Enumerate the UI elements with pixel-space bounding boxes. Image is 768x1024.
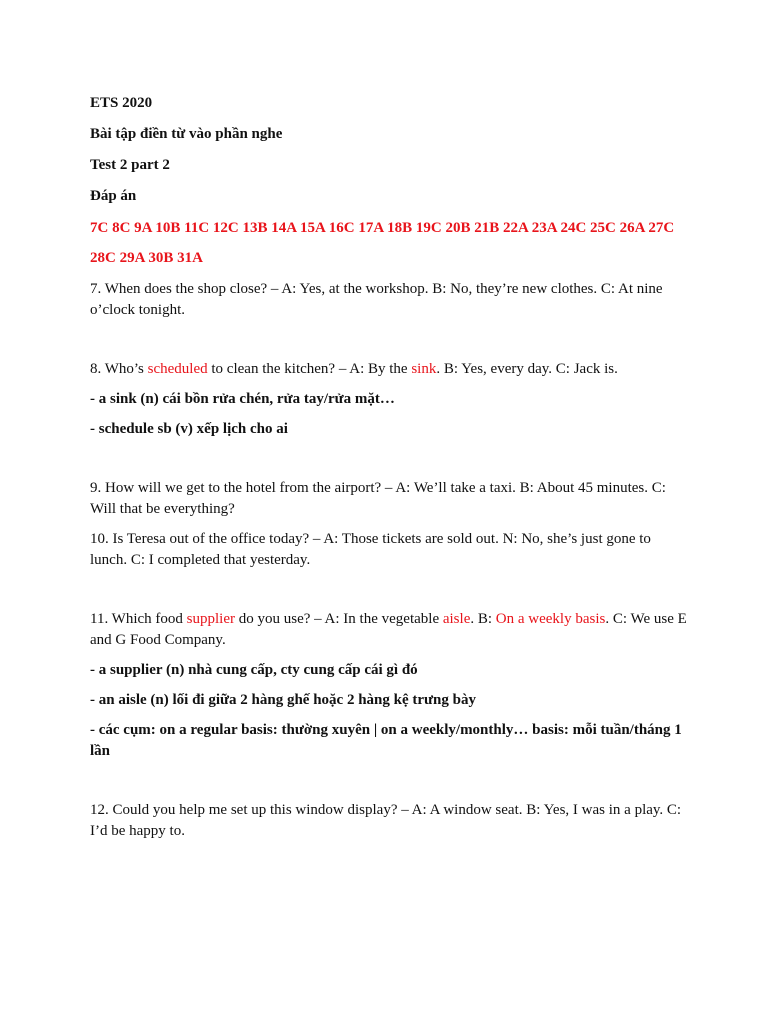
q8-text-1: 8. Who’s bbox=[90, 361, 148, 377]
doc-title: ETS 2020 bbox=[90, 95, 153, 111]
note-11-supplier: - a supplier (n) nhà cung cấp, cty cung cấp cái gì đó bbox=[90, 662, 418, 678]
q11-highlight-aisle: aisle bbox=[442, 611, 471, 627]
note-11-aisle: - an aisle (n) lối đi giữa 2 hàng ghế hoặc 2 hàng kệ trưng bày bbox=[90, 692, 476, 708]
question-10: 10. Is Teresa out of the office today? – A: Those tickets are sold out. N: No, she’s just gone to lunch. C: I completed that yesterday. bbox=[90, 531, 651, 568]
q8-text-3: . B: Yes, every day. C: Jack is. bbox=[436, 361, 618, 377]
question-8 bbox=[90, 359, 690, 380]
q11-text-4: . C: We use E and G Food Company. bbox=[90, 611, 687, 648]
q11-text-1: 11. Which food bbox=[90, 611, 187, 627]
q11-highlight-supplier: supplier bbox=[186, 611, 235, 627]
document-body bbox=[90, 93, 690, 842]
answers-label: Đáp án bbox=[90, 188, 137, 204]
q8-highlight-scheduled: scheduled bbox=[147, 361, 208, 377]
question-7: 7. When does the shop close? – A: Yes, at the workshop. B: No, they’re new clothes. C: At nine o’clock tonight. bbox=[90, 281, 663, 318]
question-11 bbox=[90, 609, 690, 651]
note-8-sink: - a sink (n) cái bồn rửa chén, rửa tay/rửa mặt… bbox=[90, 391, 395, 407]
q11-text-3: . B: bbox=[470, 611, 496, 627]
doc-subtitle: Bài tập điền từ vào phần nghe bbox=[90, 126, 283, 142]
q8-text-2: to clean the kitchen? – A: By the bbox=[207, 361, 412, 377]
question-9: 9. How will we get to the hotel from the airport? – A: We’ll take a taxi. B: About 45 minutes. C: Will that be everything? bbox=[90, 480, 666, 517]
q11-highlight-weekly-basis: On a weekly basis bbox=[495, 611, 606, 627]
q8-highlight-sink: sink bbox=[411, 361, 437, 377]
q11-text-2: do you use? – A: In the vegetable bbox=[234, 611, 443, 627]
note-11-phrases: - các cụm: on a regular basis: thường xuyên | on a weekly/monthly… basis: mỗi tuần/tháng 1 lần bbox=[90, 722, 682, 759]
question-12: 12. Could you help me set up this window display? – A: A window seat. B: Yes, I was in a play. C: I’d be happy to. bbox=[90, 802, 682, 839]
answer-key: 7C 8C 9A 10B 11C 12C 13B 14A 15A 16C 17A 18B 19C 20B 21B 22A 23A 24C 25C 26A 27C 28C 29A 30B 31A bbox=[90, 220, 675, 266]
test-label: Test 2 part 2 bbox=[90, 157, 170, 173]
note-8-schedule: - schedule sb (v) xếp lịch cho ai bbox=[90, 421, 288, 437]
